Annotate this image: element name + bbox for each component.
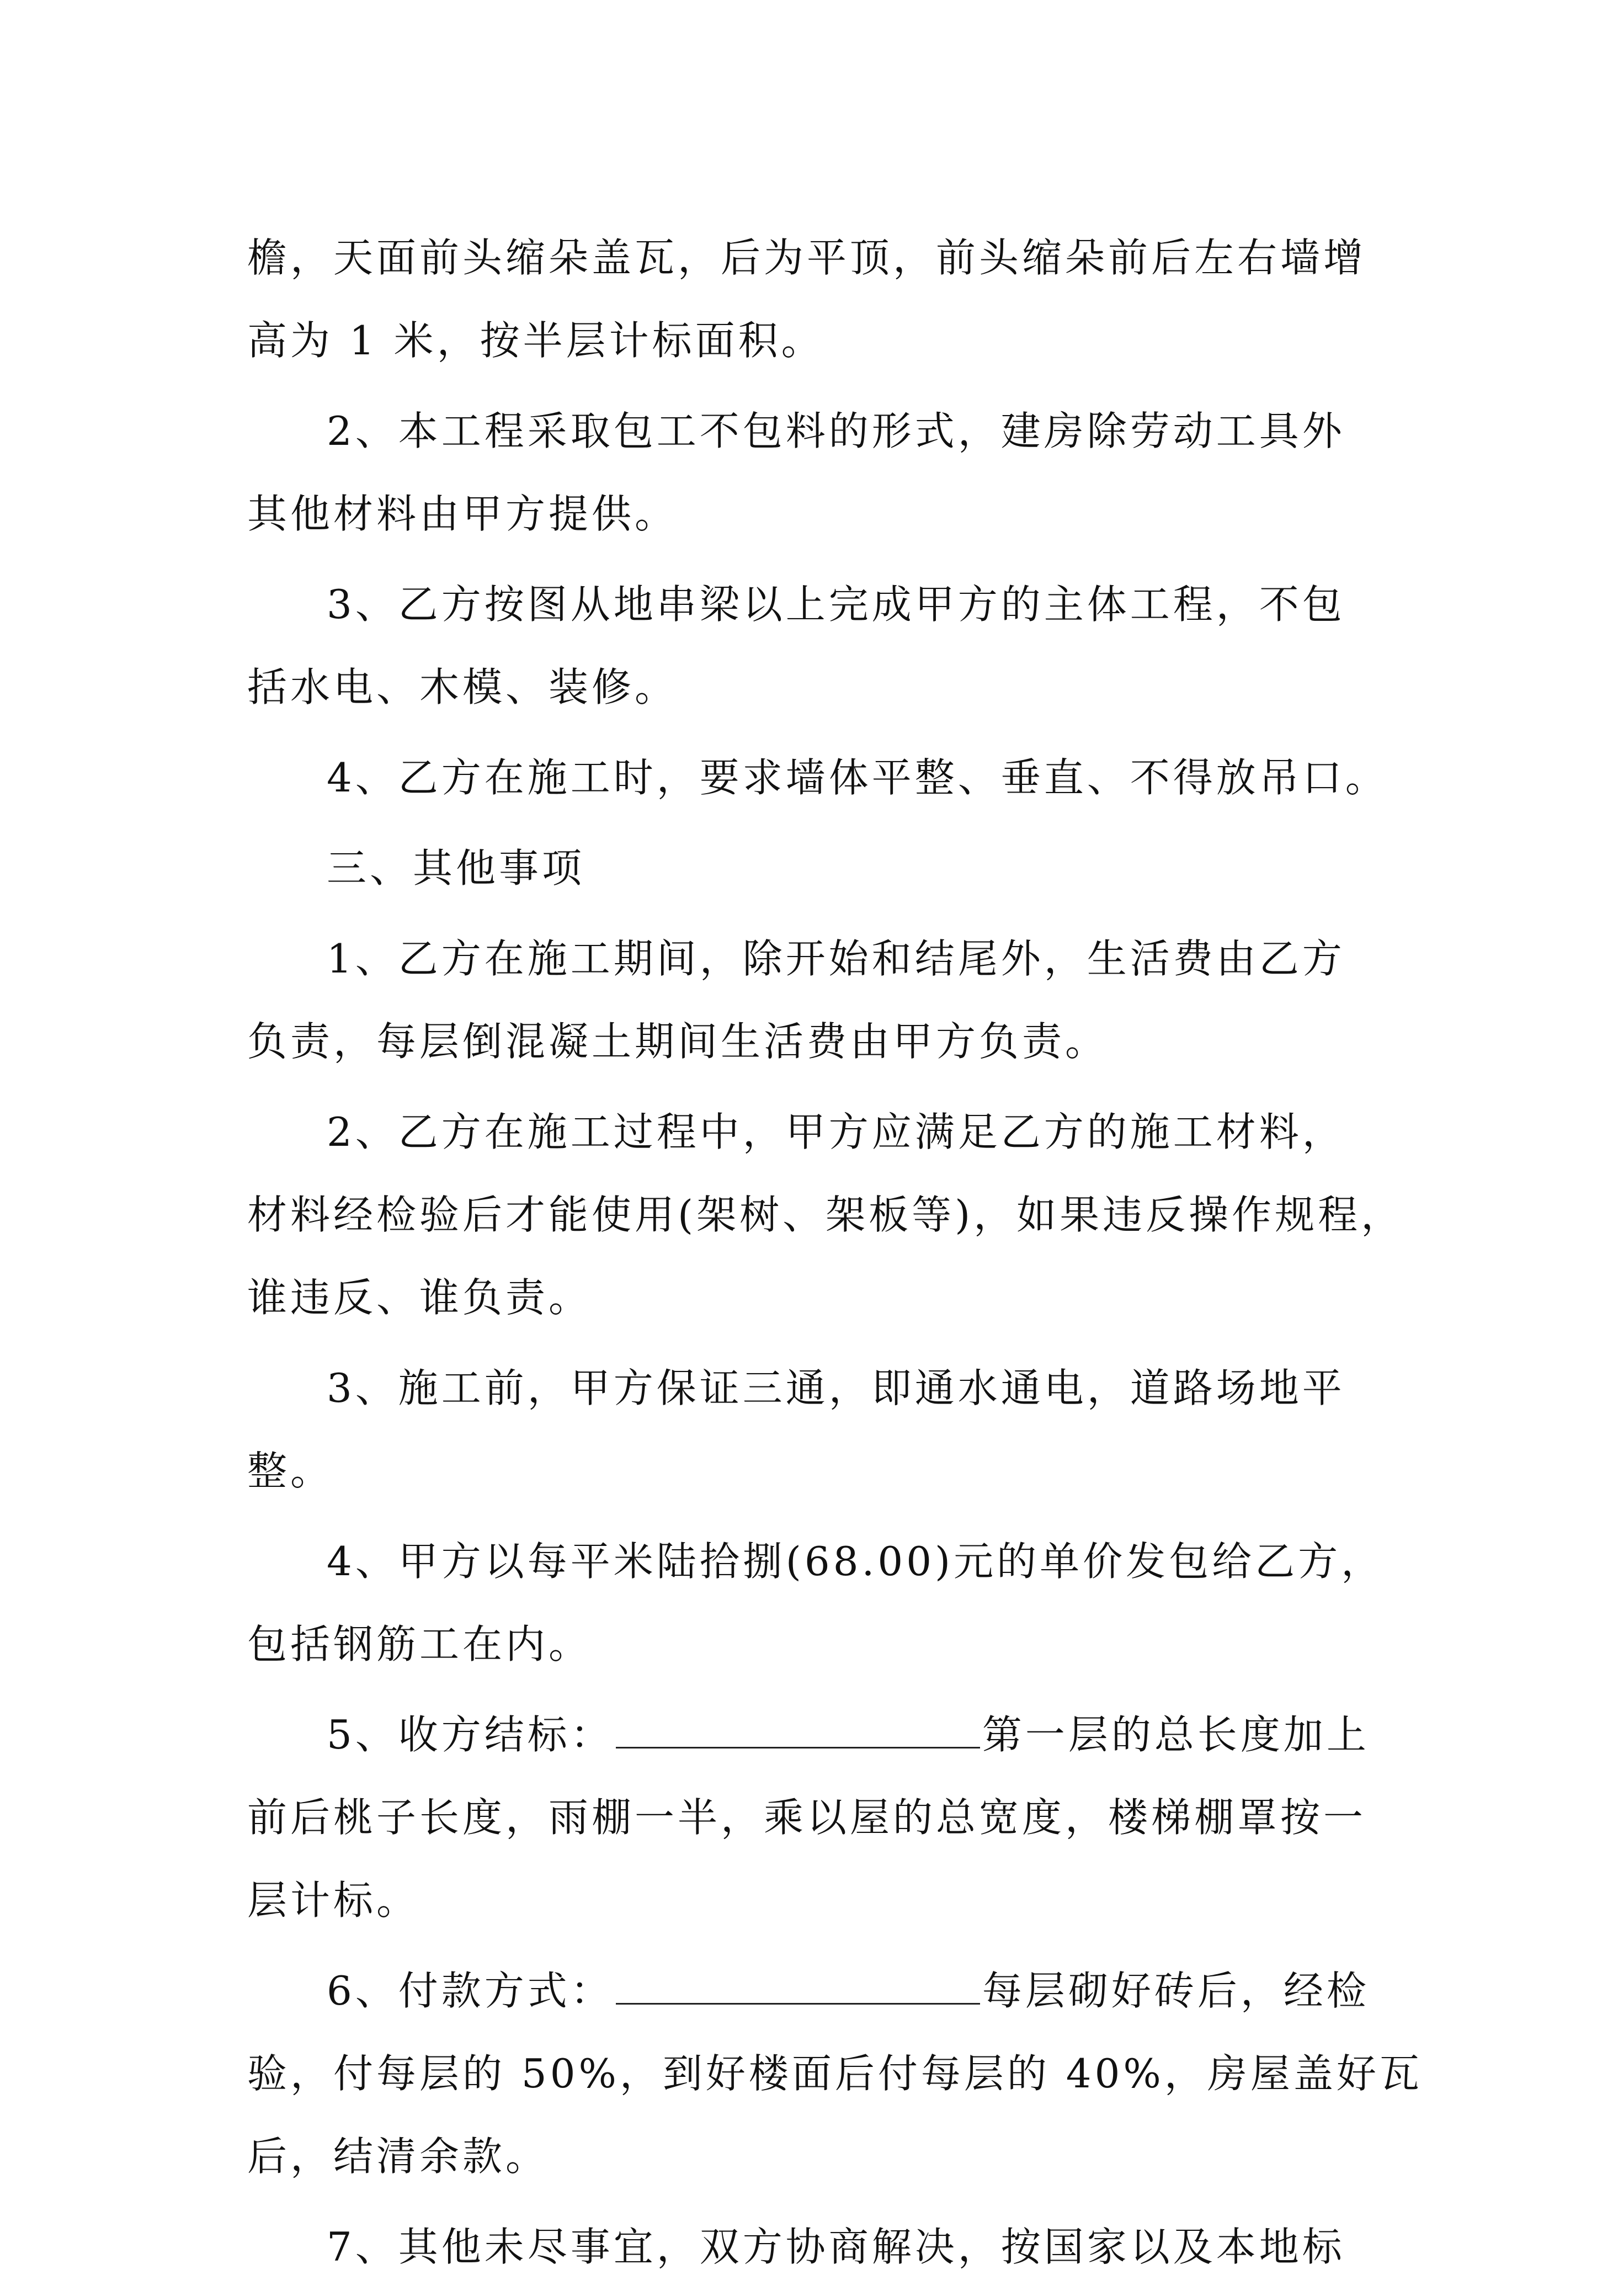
paragraph-other-5-settlement	[247, 1693, 1370, 1942]
paragraph-item-2-contract-form	[247, 390, 1362, 555]
fill-in-blank	[616, 1970, 980, 2005]
document-page	[247, 216, 1423, 2296]
text-fragment: 第一层的总长度加上	[982, 1712, 1370, 1758]
text-fragment: 5、收方结标：	[327, 1712, 614, 1758]
paragraph-other-4-unit-price	[247, 1520, 1385, 1686]
section-heading-other-matters	[247, 827, 1362, 910]
text-line: 后，结清余款。	[247, 2133, 549, 2180]
text-line-with-blank	[247, 1949, 1370, 2032]
text-line: 谁违反、谁负责。	[247, 1274, 592, 1321]
text-line: 整。	[247, 1448, 334, 1494]
text-line-with-blank	[247, 1693, 1370, 1776]
text-line: 高为 1 米，按半层计标面积。	[247, 317, 824, 364]
paragraph-other-2-materials	[247, 1091, 1404, 1339]
paragraph-roof-area	[247, 216, 1367, 382]
text-line: 负责，每层倒混凝土期间生活费由甲方负责。	[247, 1018, 1109, 1065]
text-line: 括水电、木模、装修。	[247, 664, 678, 710]
text-line: 其他材料由甲方提供。	[247, 491, 678, 537]
text-line: 2、本工程采取包工不包料的形式，建房除劳动工具外	[327, 408, 1345, 454]
section-heading: 三、其他事项	[327, 845, 585, 891]
paragraph-other-7-misc	[247, 2205, 1362, 2288]
text-line: 层计标。	[247, 1877, 420, 1923]
text-line: 3、乙方按图从地串梁以上完成甲方的主体工程，不包	[327, 581, 1345, 628]
text-line: 验，付每层的 50%，到好楼面后付每层的 40%，房屋盖好瓦	[247, 2050, 1423, 2097]
paragraph-other-1-living-expenses	[247, 917, 1362, 1083]
text-line: 1、乙方在施工期间，除开始和结尾外，生活费由乙方	[327, 936, 1345, 982]
paragraph-item-3-scope	[247, 563, 1362, 729]
text-line: 3、施工前，甲方保证三通，即通水通电，道路场地平	[327, 1365, 1345, 1411]
text-fragment: 6、付款方式：	[327, 1968, 614, 2014]
paragraph-item-4-wall-quality	[247, 736, 1388, 819]
text-line: 4、乙方在施工时，要求墙体平整、垂直、不得放吊口。	[327, 754, 1388, 801]
text-line: 包括钢筋工在内。	[247, 1621, 592, 1667]
text-line: 2、乙方在施工过程中，甲方应满足乙方的施工材料，	[327, 1109, 1345, 1155]
paragraph-other-6-payment	[247, 1949, 1423, 2198]
text-fragment: 每层砌好砖后，经检	[982, 1968, 1370, 2014]
paragraph-other-3-site-prep	[247, 1347, 1362, 1512]
text-line: 檐，天面前头缩朵盖瓦，后为平顶，前头缩朵前后左右墙增	[247, 235, 1367, 281]
text-line: 7、其他未尽事宜，双方协商解决，按国家以及本地标	[327, 2224, 1345, 2270]
text-line: 材料经检验后才能使用(架树、架板等)，如果违反操作规程，	[247, 1192, 1404, 1238]
fill-in-blank	[616, 1714, 980, 1748]
text-line: 前后桃子长度，雨棚一半，乘以屋的总宽度，楼梯棚罩按一	[247, 1794, 1367, 1841]
text-line: 4、甲方以每平米陆拾捌(68.00)元的单价发包给乙方，	[327, 1538, 1385, 1585]
